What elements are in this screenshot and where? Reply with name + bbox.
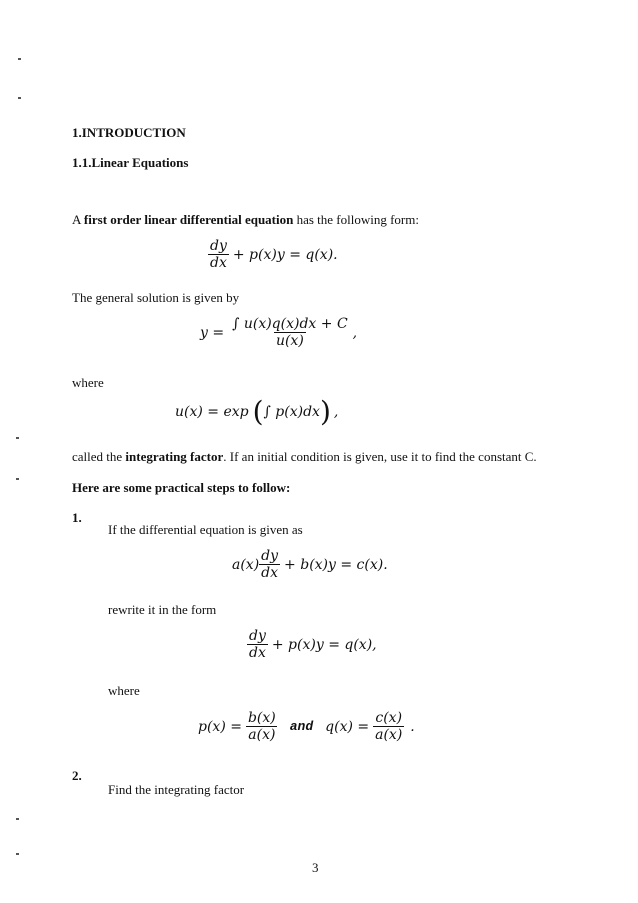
equation-lhs: y = xyxy=(200,324,225,341)
numerator: dy xyxy=(249,628,266,644)
page-number: 3 xyxy=(312,860,319,875)
equation-linear-form xyxy=(208,238,338,271)
numerator: dy xyxy=(261,548,279,564)
scan-mark xyxy=(18,58,21,60)
scan-mark xyxy=(16,853,19,855)
text: . If an initial condition is given, use it to find the constant C. xyxy=(223,449,537,464)
bold-term: first order linear differential equation xyxy=(83,212,294,227)
equation-tail: , xyxy=(352,324,358,341)
equation-lhs: q(x) = xyxy=(325,718,370,735)
numerator: b(x) xyxy=(247,710,276,726)
equation-general-solution xyxy=(200,316,357,349)
fraction xyxy=(246,710,278,743)
numerator: ∫ u(x)q(x)dx + C xyxy=(232,316,348,332)
denominator: dx xyxy=(249,645,266,661)
numerator: dy xyxy=(210,238,227,254)
step-text: If the differential equation is given as xyxy=(108,522,303,537)
equation-lhs: u(x) = exp xyxy=(175,404,249,420)
equation-lhs: p(x) = xyxy=(198,718,242,735)
fraction xyxy=(373,710,404,743)
scan-mark xyxy=(16,478,19,480)
equation-general-form xyxy=(232,548,388,581)
step-number: 1. xyxy=(72,510,82,525)
step-number: 2. xyxy=(72,768,82,783)
scan-mark xyxy=(16,818,19,820)
text: has the following form: xyxy=(293,212,419,227)
equation-rest: + p(x)y = q(x). xyxy=(232,246,338,263)
bold-term: integrating factor xyxy=(125,449,224,464)
fraction xyxy=(247,628,268,661)
equation-integrating-factor xyxy=(175,395,339,428)
equation-rest: + b(x)y = c(x) xyxy=(284,556,384,573)
right-paren: ) xyxy=(319,395,331,428)
rewrite-text: rewrite it in the form xyxy=(108,602,217,617)
denominator: dx xyxy=(210,255,227,271)
equation-tail: . xyxy=(410,718,415,735)
denominator: a(x) xyxy=(375,727,403,743)
where-label: where xyxy=(72,375,104,390)
where-label: where xyxy=(108,683,140,698)
denominator: u(x) xyxy=(275,333,304,349)
equation-standard-form xyxy=(247,628,377,661)
denominator: dx xyxy=(261,565,279,581)
equation-tail: , xyxy=(372,636,377,653)
fraction xyxy=(230,316,350,349)
equation-coefficients xyxy=(198,710,415,743)
steps-heading: Here are some practical steps to follow: xyxy=(72,480,291,495)
numerator: c(x) xyxy=(375,710,403,726)
equation-tail: . xyxy=(383,556,388,573)
equation-tail: , xyxy=(333,404,339,420)
integral-expression: ∫ p(x)dx xyxy=(263,404,320,420)
fraction xyxy=(259,548,280,581)
scan-mark xyxy=(18,97,21,99)
paragraph-definition xyxy=(72,212,419,228)
subsection-heading: 1.1.Linear Equations xyxy=(72,155,189,170)
equation-rest: + p(x)y = q(x) xyxy=(271,636,373,653)
text: A xyxy=(72,212,84,227)
and-word: and xyxy=(289,719,314,734)
left-paren: ( xyxy=(252,395,264,428)
scan-mark xyxy=(16,437,19,439)
denominator: a(x) xyxy=(248,727,276,743)
equation-lhs: a(x) xyxy=(232,556,260,573)
section-heading: 1.INTRODUCTION xyxy=(72,125,186,140)
paragraph-integrating-factor xyxy=(72,449,537,465)
text: called the xyxy=(72,449,126,464)
step-text: Find the integrating factor xyxy=(108,782,245,797)
paragraph-solution: The general solution is given by xyxy=(72,290,240,305)
fraction xyxy=(208,238,229,271)
